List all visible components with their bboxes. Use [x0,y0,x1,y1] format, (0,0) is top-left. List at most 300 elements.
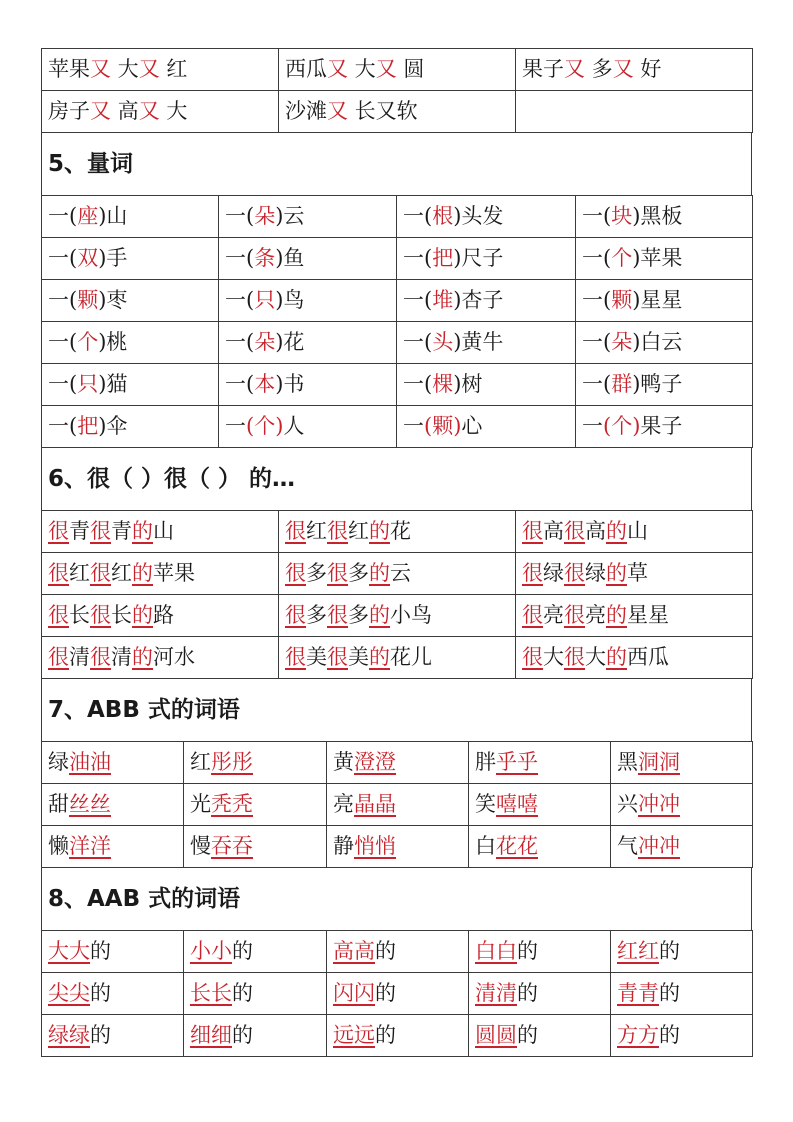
phrase-text: 沙滩 [285,99,327,123]
measure-word-answer: 座 [77,204,99,228]
word-aa-answer: 尖尖 [48,981,90,1005]
measure-word-answer: 条 [254,246,276,270]
adjective: 多 [348,603,369,627]
hen-marker: 很 [564,603,585,627]
phrase-noun: )伞 [98,414,128,438]
de-marker: 的 [369,645,390,669]
table-cell [469,931,611,973]
de-marker: 的 [606,561,627,585]
measure-word-answer: 个 [77,330,99,354]
answer-text: 又 [612,57,634,81]
table-row [42,595,753,637]
word-aa-answer: 闪闪 [333,981,375,1005]
adjective: 多 [306,561,327,585]
phrase-noun: )书 [275,372,305,396]
table-row [42,784,753,826]
adjective: 亮 [585,603,606,627]
table-cell [279,49,516,91]
table-cell [576,196,753,238]
hen-marker: 很 [564,645,585,669]
measure-word-answer: 个 [611,246,633,270]
word-a: 笑 [475,792,496,816]
phrase-prefix: 一( [225,330,255,354]
word-aa-answer: 远远 [333,1023,375,1047]
adjective: 绿 [543,561,564,585]
measure-word-answer: 朵 [611,330,633,354]
table-cell [219,322,397,364]
phrase-noun: )星星 [632,288,683,312]
word-bb-answer: 冲冲 [638,834,680,858]
word-bb-answer: 洞洞 [638,750,680,774]
phrase-noun: )鸟 [275,288,305,312]
hen-marker: 很 [48,519,69,543]
phrase-text: 高 [111,99,139,123]
table-cell [42,553,279,595]
de-suffix: 的 [659,1023,680,1047]
measure-word-answer: 把 [77,414,99,438]
word-aa-answer: 大大 [48,939,90,963]
de-suffix: 的 [90,1023,111,1047]
table-cell [469,742,611,784]
word-a: 气 [617,834,638,858]
table-cell [327,742,469,784]
word-bb-answer: 吞吞 [211,834,253,858]
de-marker: 的 [606,645,627,669]
table-cell [611,931,753,973]
section5-title: 5、量词 [42,133,752,196]
table-row [42,49,753,91]
table-cell [42,826,184,868]
table-cell [576,322,753,364]
word-a: 黑 [617,750,638,774]
phrase-noun: )猫 [98,372,128,396]
de-marker: 的 [369,519,390,543]
de-marker: 的 [606,519,627,543]
measure-word-answer: 只 [254,288,276,312]
hen-marker: 很 [285,603,306,627]
word-bb-answer: 冲冲 [638,792,680,816]
phrase-noun: )花 [275,330,305,354]
phrase-noun: )头发 [453,204,504,228]
table-row [42,826,753,868]
phrase-text: 长又软 [348,99,418,123]
de-suffix: 的 [232,1023,253,1047]
section8-table [41,930,753,1057]
table-row [42,637,753,679]
word-aa-answer: 清清 [475,981,517,1005]
adjective: 高 [543,519,564,543]
adjective: 红 [111,561,132,585]
word-bb-answer: 花花 [496,834,538,858]
noun: 星星 [627,603,669,627]
phrase-noun: )鸭子 [632,372,683,396]
table-row [42,91,753,133]
word-a: 黄 [333,750,354,774]
table-cell [42,91,279,133]
word-aa-answer: 红红 [617,939,659,963]
adjective: 青 [111,519,132,543]
word-a: 红 [190,750,211,774]
table-cell [611,826,753,868]
worksheet [41,48,752,1057]
phrase-prefix: 一( [225,372,255,396]
measure-word-answer: (个) [603,414,641,438]
table-cell [184,742,327,784]
hen-marker: 很 [48,603,69,627]
hen-marker: 很 [48,561,69,585]
table-row [42,931,753,973]
hen-marker: 很 [327,645,348,669]
table-cell [576,406,753,448]
measure-word-answer: 双 [77,246,99,270]
table-cell [397,280,576,322]
table-cell [42,364,219,406]
section6-table [41,510,753,679]
word-bb-answer: 丝丝 [69,792,111,816]
hen-marker: 很 [327,519,348,543]
de-marker: 的 [132,645,153,669]
table-cell [327,784,469,826]
section6-header-table [41,447,752,511]
table-cell [184,1015,327,1057]
table-cell [469,1015,611,1057]
word-a: 兴 [617,792,638,816]
phrase-prefix: 一( [225,246,255,270]
table-cell [327,931,469,973]
measure-word-answer: 朵 [254,330,276,354]
table-row [42,1015,753,1057]
phrase-noun: )黄牛 [453,330,504,354]
table-cell [397,364,576,406]
word-a: 白 [475,834,496,858]
noun: 山 [627,519,648,543]
de-suffix: 的 [375,1023,396,1047]
section8-header-table [41,867,752,931]
measure-word-answer: (个) [246,414,284,438]
adjective: 长 [111,603,132,627]
table-cell [516,553,753,595]
table-cell [42,973,184,1015]
word-a: 光 [190,792,211,816]
adjective: 清 [69,645,90,669]
table-cell [42,637,279,679]
hen-marker: 很 [90,561,111,585]
table-cell [184,826,327,868]
phrase-prefix: 一( [48,246,78,270]
word-a: 胖 [475,750,496,774]
de-suffix: 的 [517,939,538,963]
answer-text: 又 [564,57,585,81]
hen-marker: 很 [285,519,306,543]
phrase-text: 大 [348,57,376,81]
de-marker: 的 [606,603,627,627]
de-suffix: 的 [517,1023,538,1047]
phrase-text: 苹果 [48,57,90,81]
table-cell [219,364,397,406]
adjective: 大 [585,645,606,669]
phrase-prefix: 一( [582,246,612,270]
table-cell [42,49,279,91]
hen-marker: 很 [522,561,543,585]
word-aa-answer: 绿绿 [48,1023,90,1047]
measure-word-answer: 群 [611,372,633,396]
phrase-prefix: 一( [48,204,78,228]
section6-title: 6、很（ ）很（ ） 的… [42,448,752,511]
word-bb-answer: 乎乎 [496,750,538,774]
adjective: 美 [306,645,327,669]
word-aa-answer: 高高 [333,939,375,963]
table-row [42,364,753,406]
table-cell [516,49,753,91]
table-cell [397,406,576,448]
table-cell [219,280,397,322]
table-cell [469,973,611,1015]
measure-word-answer: 把 [432,246,454,270]
word-bb-answer: 晶晶 [354,792,396,816]
phrase-noun: 果子 [640,414,683,438]
hen-marker: 很 [48,645,69,669]
phrase-noun: )苹果 [632,246,683,270]
section7-table [41,741,753,868]
table-cell [184,784,327,826]
table-cell [397,322,576,364]
table-row [42,511,753,553]
table-cell [219,406,397,448]
de-suffix: 的 [90,939,111,963]
de-suffix: 的 [517,981,538,1005]
word-a: 甜 [48,792,69,816]
table-cell [279,637,516,679]
table-cell [397,196,576,238]
answer-text: 又 [90,57,111,81]
table-cell [576,364,753,406]
phrase-text: 果子 [522,57,564,81]
adjective: 大 [543,645,564,669]
phrase-prefix: 一 [403,414,424,438]
table-row [42,238,753,280]
measure-word-answer: 根 [432,204,454,228]
phrase-text: 大 [111,57,139,81]
noun: 花 [390,519,411,543]
answer-text: 又 [375,57,397,81]
noun: 路 [153,603,174,627]
phrase-prefix: 一( [403,288,433,312]
adjective: 青 [69,519,90,543]
adjective: 多 [306,603,327,627]
table-row [42,196,753,238]
table-row [42,322,753,364]
word-aa-answer: 白白 [475,939,517,963]
phrase-noun: )山 [98,204,128,228]
phrase-prefix: 一( [225,288,255,312]
de-suffix: 的 [375,981,396,1005]
hen-marker: 很 [564,561,585,585]
phrase-text: 房子 [48,99,90,123]
noun: 山 [153,519,174,543]
word-a: 绿 [48,750,69,774]
phrase-noun: )树 [453,372,483,396]
phrase-prefix: 一( [48,288,78,312]
table-cell [184,931,327,973]
phrase-noun: )手 [98,246,128,270]
table-cell [611,1015,753,1057]
table-cell [42,931,184,973]
measure-word-answer: (颗) [424,414,462,438]
word-bb-answer: 嘻嘻 [496,792,538,816]
phrase-noun: )云 [275,204,305,228]
table-cell [219,238,397,280]
word-bb-answer: 秃秃 [211,792,253,816]
noun: 草 [627,561,648,585]
word-aa-answer: 小小 [190,939,232,963]
answer-text: 又 [327,57,348,81]
answer-text: 又 [138,57,160,81]
phrase-noun: )杏子 [453,288,504,312]
measure-word-answer: 颗 [611,288,633,312]
hen-marker: 很 [522,519,543,543]
measure-word-answer: 只 [77,372,99,396]
table-cell [279,91,516,133]
phrase-text: 好 [633,57,662,81]
table-row [42,553,753,595]
phrase-prefix: 一( [48,330,78,354]
noun: 河水 [153,645,195,669]
table-cell [516,637,753,679]
phrase-prefix: 一( [582,288,612,312]
table-cell [42,280,219,322]
table-row [42,742,753,784]
phrase-noun: 人 [283,414,305,438]
table-cell [397,238,576,280]
phrase-prefix: 一( [403,330,433,354]
phrase-text: 大 [159,99,188,123]
de-marker: 的 [132,561,153,585]
table-cell [516,91,753,133]
table-cell [576,280,753,322]
de-suffix: 的 [375,939,396,963]
phrase-prefix: 一 [582,414,603,438]
phrase-prefix: 一( [403,372,433,396]
word-aa-answer: 青青 [617,981,659,1005]
de-suffix: 的 [659,981,680,1005]
de-suffix: 的 [232,981,253,1005]
word-bb-answer: 悄悄 [354,834,396,858]
phrase-noun: )桃 [98,330,128,354]
de-marker: 的 [132,519,153,543]
answer-text: 又 [327,99,348,123]
table-cell [42,322,219,364]
phrase-noun: )鱼 [275,246,305,270]
answer-text: 又 [138,99,160,123]
table-cell [327,826,469,868]
measure-word-answer: 朵 [254,204,276,228]
measure-word-answer: 块 [611,204,633,228]
table-cell [219,196,397,238]
measure-word-answer: 头 [432,330,454,354]
word-aa-answer: 长长 [190,981,232,1005]
table-cell [42,784,184,826]
word-bb-answer: 彤彤 [211,750,253,774]
section4-table [41,48,753,133]
hen-marker: 很 [327,561,348,585]
de-marker: 的 [132,603,153,627]
word-a: 慢 [190,834,211,858]
section8-title: 8、AAB 式的词语 [42,868,752,931]
word-a: 亮 [333,792,354,816]
table-cell [42,742,184,784]
table-cell [279,511,516,553]
section5-table [41,195,753,448]
phrase-prefix: 一( [225,204,255,228]
table-cell [279,595,516,637]
table-cell [42,238,219,280]
phrase-noun: )尺子 [453,246,504,270]
noun: 苹果 [153,561,195,585]
answer-text: 又 [90,99,111,123]
noun: 小鸟 [390,603,432,627]
adjective: 绿 [585,561,606,585]
table-row [42,973,753,1015]
word-aa-answer: 方方 [617,1023,659,1047]
phrase-text: 多 [585,57,613,81]
table-cell [42,595,279,637]
de-suffix: 的 [90,981,111,1005]
table-cell [42,406,219,448]
word-bb-answer: 油油 [69,750,111,774]
adjective: 高 [585,519,606,543]
hen-marker: 很 [564,519,585,543]
table-row [42,280,753,322]
table-cell [42,1015,184,1057]
hen-marker: 很 [522,603,543,627]
table-cell [327,973,469,1015]
table-cell [611,784,753,826]
measure-word-answer: 颗 [77,288,99,312]
phrase-prefix: 一( [403,246,433,270]
de-suffix: 的 [232,939,253,963]
table-cell [576,238,753,280]
hen-marker: 很 [90,519,111,543]
phrase-noun: )黑板 [632,204,683,228]
table-cell [516,511,753,553]
measure-word-answer: 堆 [432,288,454,312]
table-row [42,406,753,448]
word-bb-answer: 洋洋 [69,834,111,858]
adjective: 红 [348,519,369,543]
phrase-prefix: 一( [48,372,78,396]
phrase-prefix: 一( [582,330,612,354]
phrase-prefix: 一( [582,372,612,396]
de-marker: 的 [369,561,390,585]
table-cell [611,973,753,1015]
phrase-noun: )白云 [632,330,683,354]
adjective: 多 [348,561,369,585]
phrase-text: 圆 [396,57,425,81]
hen-marker: 很 [327,603,348,627]
adjective: 红 [306,519,327,543]
adjective: 美 [348,645,369,669]
word-bb-answer: 澄澄 [354,750,396,774]
table-cell [42,196,219,238]
section7-title: 7、ABB 式的词语 [42,679,752,742]
phrase-noun: 心 [461,414,483,438]
noun: 西瓜 [627,645,669,669]
phrase-prefix: 一( [48,414,78,438]
hen-marker: 很 [522,645,543,669]
table-cell [469,784,611,826]
measure-word-answer: 棵 [432,372,454,396]
phrase-text: 西瓜 [285,57,327,81]
